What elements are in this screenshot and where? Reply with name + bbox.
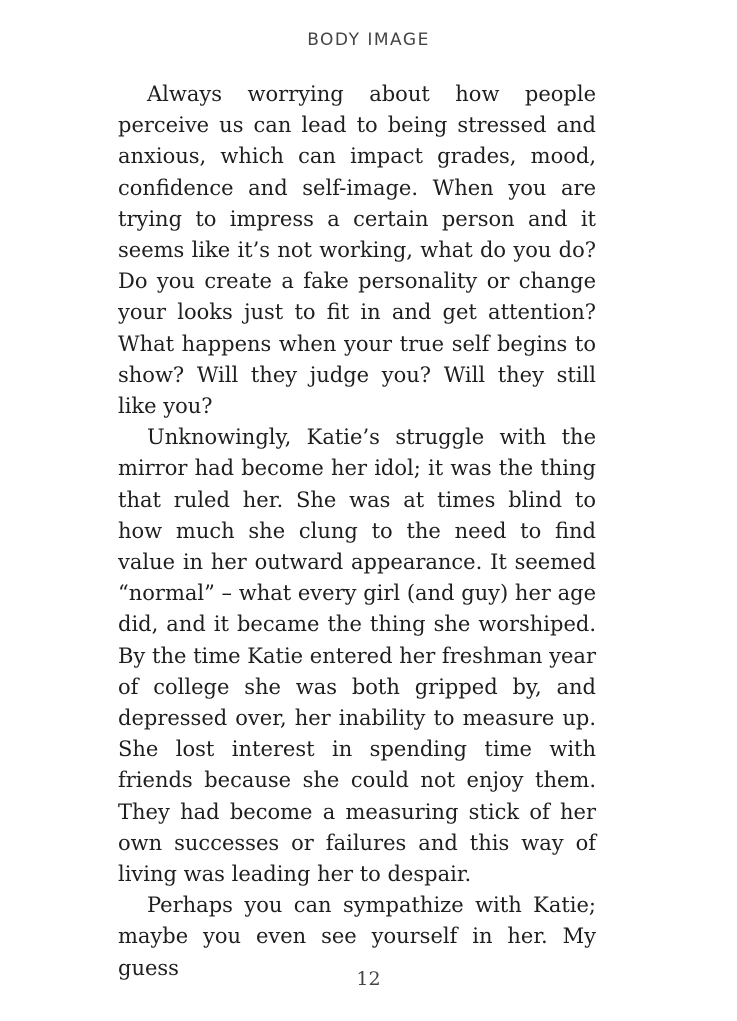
body-text bbox=[118, 79, 596, 984]
paragraph-3: Perhaps you can sympathize with Katie; maybe you even see yourself in her. My guess bbox=[118, 893, 596, 980]
running-header: BODY IMAGE bbox=[307, 30, 430, 50]
paragraph-1: Always worrying about how people perceive us can lead to being stressed and anxious, which can impact grades, mood, confidence and self-image. When you are trying to impress a certain person and it seems like it’s not working, what do you do? Do you create a fake personality or change your looks just to fit in and get attention? What happens when your true self begins to show? Will they judge you? Will they still like you? bbox=[118, 82, 596, 419]
page-number: 12 bbox=[356, 968, 381, 990]
paragraph-2: Unknowingly, Katie’s struggle with the mirror had become her idol; it was the thing that ruled her. She was at times blind to how much she clung to the need to find value in her outward appearance. It seemed “normal” – what every girl (and guy) her age did, and it became the thing she worshiped. By the time Katie entered her freshman year of college she was both gripped by, and depressed over, her inability to measure up. She lost interest in spending time with friends because she could not enjoy them. They had become a measuring stick of her own successes or failures and this way of living was leading her to despair. bbox=[118, 425, 596, 887]
